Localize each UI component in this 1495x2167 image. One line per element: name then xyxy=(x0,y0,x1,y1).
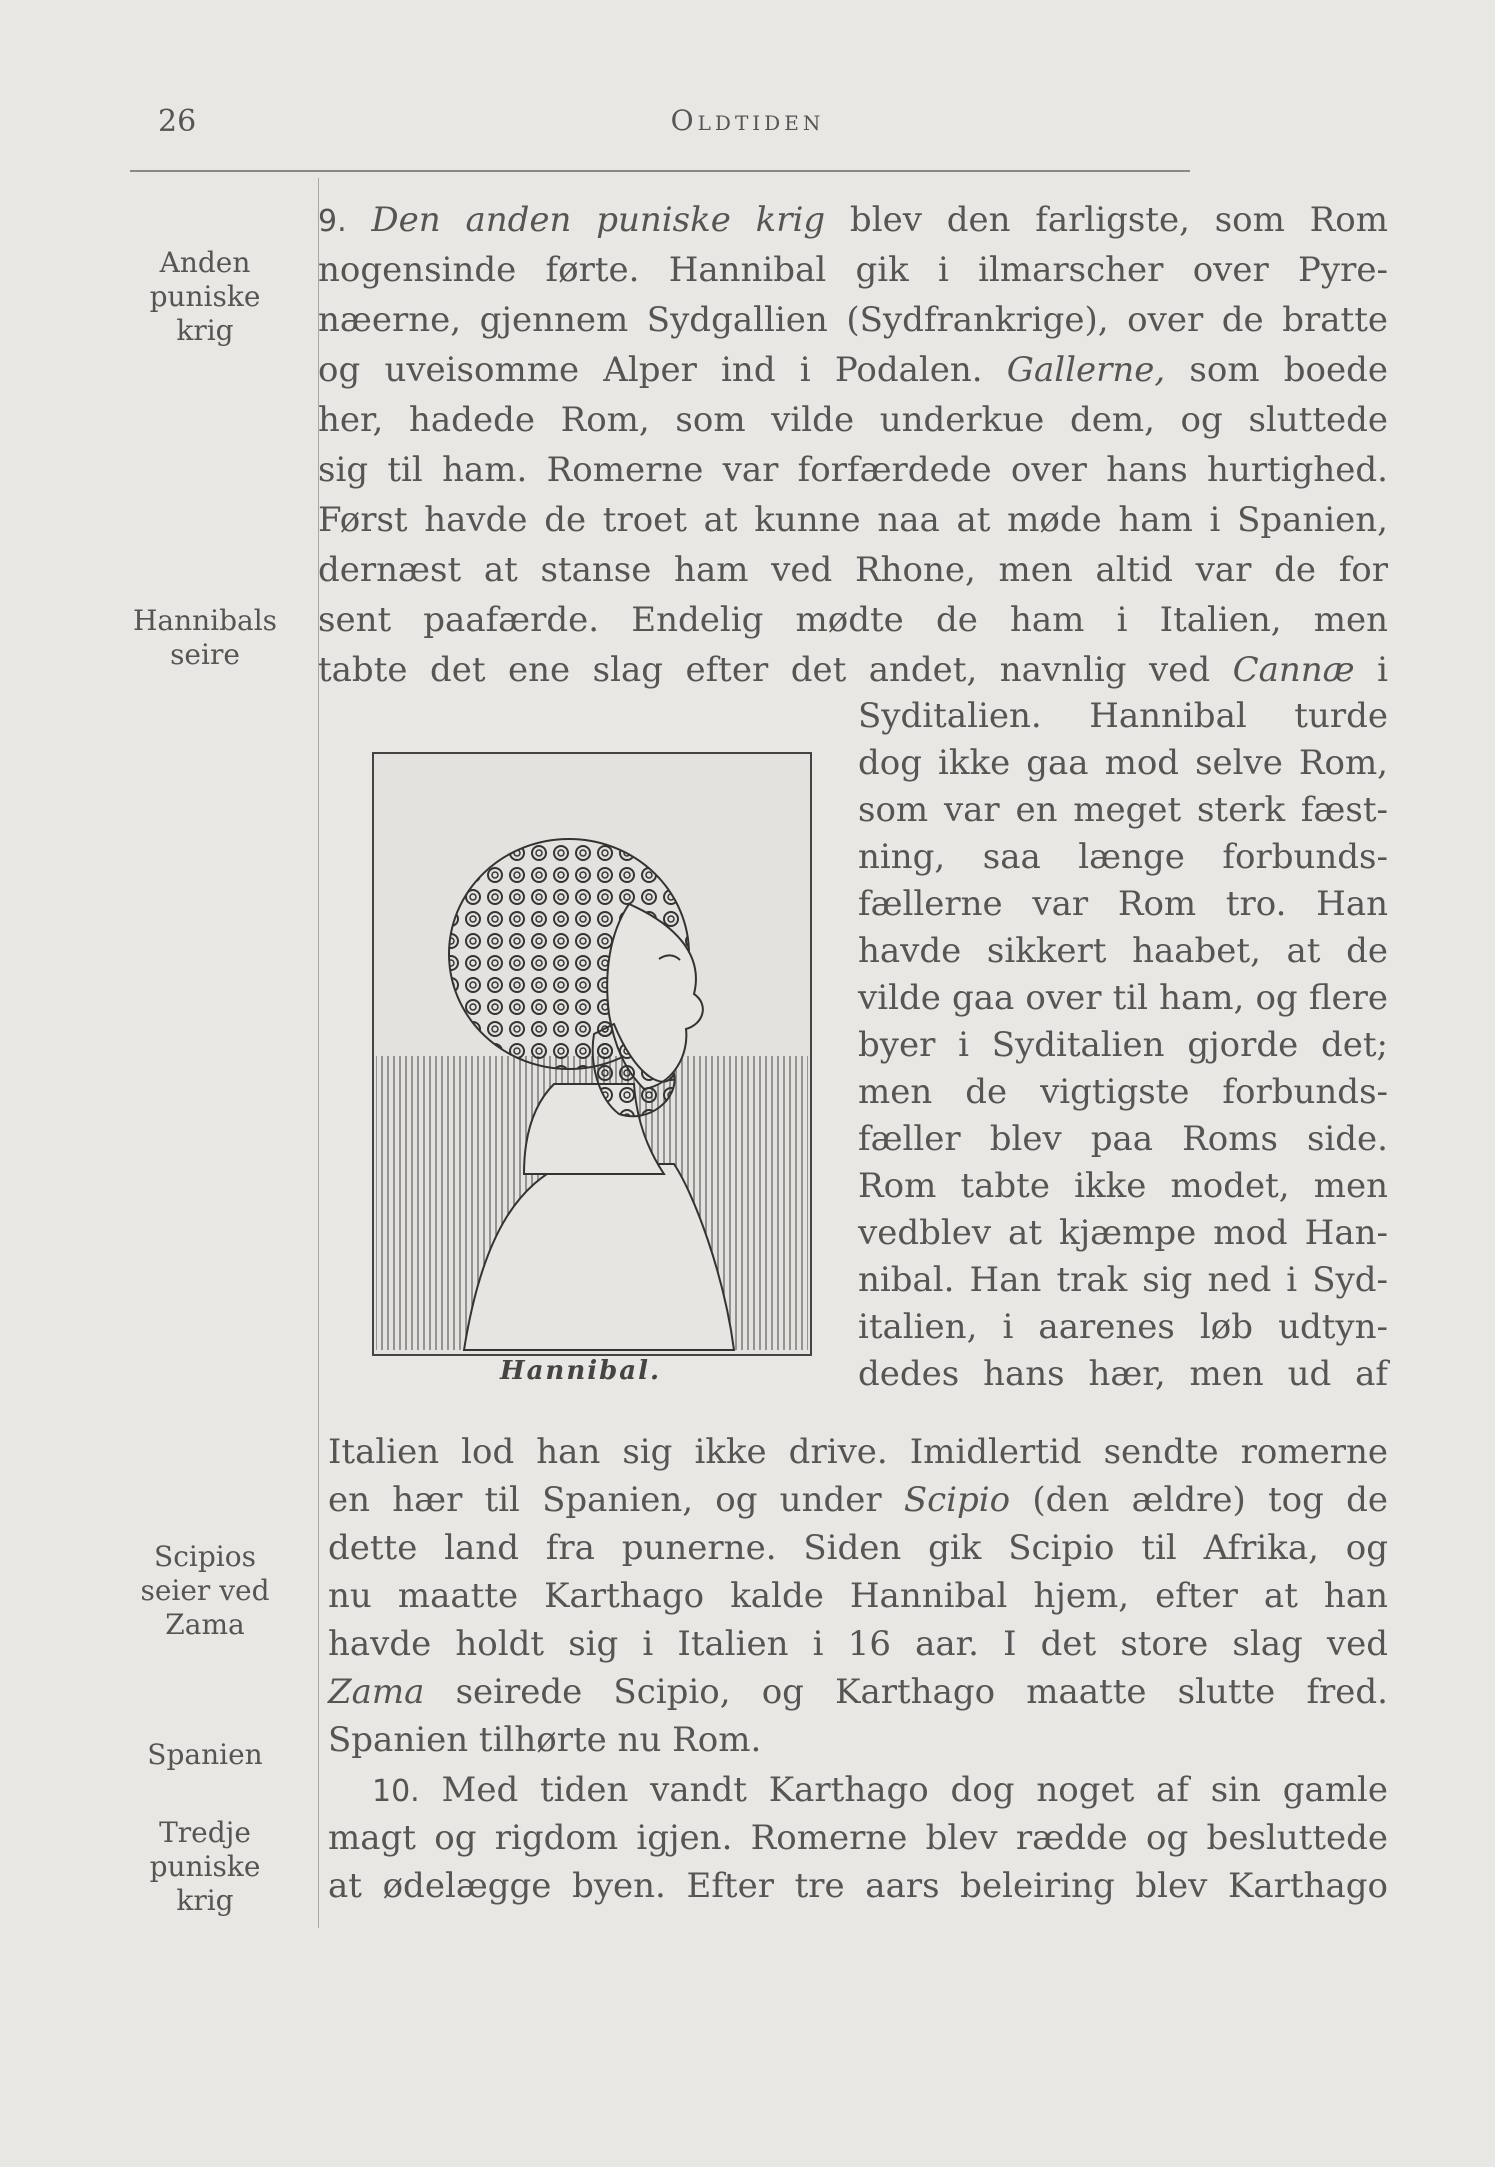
margin-note-spanien: Spanien xyxy=(147,1738,263,1771)
text-line: Spanien tilhørte nu Rom. xyxy=(328,1720,762,1760)
text-line: og uveisomme Alper ind i Podalen. Gallerne, som boede xyxy=(318,350,1389,390)
text-line: 9. Den anden puniske krig blev den farligste, som Rom xyxy=(318,200,1388,240)
text-line: her, hadede Rom, som vilde underkue dem, og sluttede xyxy=(318,400,1388,440)
margin-note-hannibals-seire: Hannibals seire xyxy=(132,604,278,671)
text-line: havde holdt sig i Italien i 16 aar. I det store slag ved xyxy=(328,1624,1388,1664)
text-line: dedes hans hær, men ud af xyxy=(858,1354,1388,1394)
text-line: italien, i aarenes løb udtyn- xyxy=(858,1307,1388,1347)
header-rule xyxy=(130,170,1190,172)
text-line: dog ikke gaa mod selve Rom, xyxy=(858,743,1388,783)
text-line: 10. Med tiden vandt Karthago dog noget af sin gamle xyxy=(372,1770,1388,1810)
text-line: nogensinde førte. Hannibal gik i ilmarscher over Pyre- xyxy=(318,250,1388,290)
text-line: sig til ham. Romerne var forfærdede over hans hurtighed. xyxy=(318,450,1388,490)
bust-engraving xyxy=(374,754,810,1354)
text-line: vedblev at kjæmpe mod Han- xyxy=(858,1213,1388,1253)
margin-note-tredje-puniske-krig: Tredje puniske krig xyxy=(149,1816,261,1917)
text-line: sent paafærde. Endelig mødte de ham i Italien, men xyxy=(318,600,1388,640)
text-line: magt og rigdom igjen. Romerne blev rædde og besluttede xyxy=(328,1818,1388,1858)
text-line: fællerne var Rom tro. Han xyxy=(858,884,1388,924)
hannibal-bust-illustration xyxy=(372,752,812,1356)
text-line: dette land fra punerne. Siden gik Scipio til Afrika, og xyxy=(328,1528,1388,1568)
text-line: fæller blev paa Roms side. xyxy=(858,1119,1388,1159)
page-number: 26 xyxy=(158,104,197,139)
margin-note-scipios-seier: Scipios seier ved Zama xyxy=(140,1540,270,1641)
text-line: vilde gaa over til ham, og flere xyxy=(858,978,1388,1018)
text-line: som var en meget sterk fæst- xyxy=(858,790,1388,830)
margin-note-anden-puniske-krig: Anden puniske krig xyxy=(149,246,261,347)
text-line: tabte det ene slag efter det andet, navnlig ved Cannæ i xyxy=(318,650,1388,690)
text-line: ning, saa længe forbunds- xyxy=(858,837,1388,877)
text-line: byer i Syditalien gjorde det; xyxy=(858,1025,1388,1065)
text-line: dernæst at stanse ham ved Rhone, men altid var de for xyxy=(318,550,1388,590)
text-line: en hær til Spanien, og under Scipio (den ældre) tog de xyxy=(328,1480,1388,1520)
text-line: havde sikkert haabet, at de xyxy=(858,931,1388,971)
text-line: Zama seirede Scipio, og Karthago maatte slutte fred. xyxy=(328,1672,1388,1712)
text-line: nu maatte Karthago kalde Hannibal hjem, efter at han xyxy=(328,1576,1388,1616)
figure-caption: Hannibal. xyxy=(500,1356,662,1386)
text-line: at ødelægge byen. Efter tre aars beleiring blev Karthago xyxy=(328,1866,1388,1906)
text-line: Italien lod han sig ikke drive. Imidlertid sendte romerne xyxy=(328,1432,1388,1472)
text-line: nibal. Han trak sig ned i Syd- xyxy=(858,1260,1388,1300)
text-line: næerne, gjennem Sydgallien (Sydfrankrige), over de bratte xyxy=(318,300,1388,340)
text-line: Rom tabte ikke modet, men xyxy=(858,1166,1388,1206)
text-line: Syditalien. Hannibal turde xyxy=(858,696,1388,736)
text-line: Først havde de troet at kunne naa at møde ham i Spanien, xyxy=(318,500,1388,540)
running-head: Oldtiden xyxy=(670,104,825,137)
text-line: men de vigtigste forbunds- xyxy=(858,1072,1388,1112)
margin-rule xyxy=(318,178,319,1928)
